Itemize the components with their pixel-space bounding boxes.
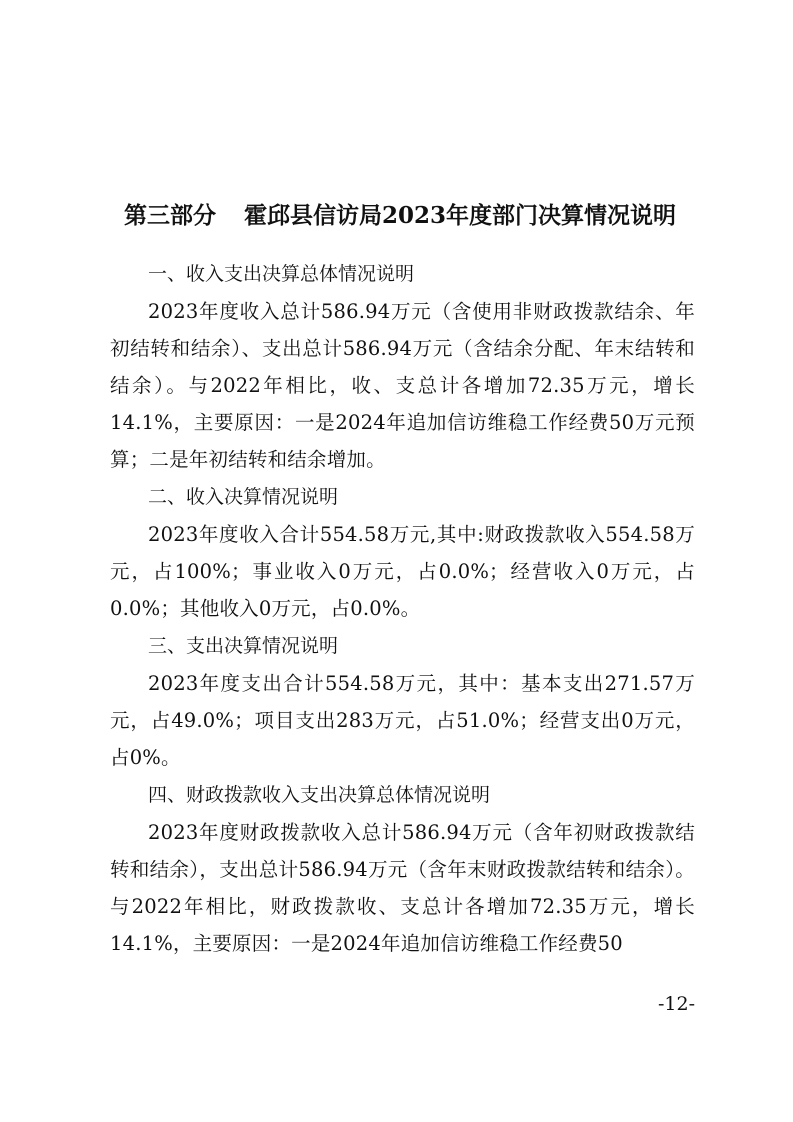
section-paragraph: 2023年度财政拨款收入总计586.94万元（含年初财政拨款结转和结余），支出总计586.94万元（含年末财政拨款结转和结余）。与2022年相比，财政拨款收、支总计各增加72.35万元，增长14.1%，主要原因：一是2024年追加信访维稳工作经费50 — [110, 821, 695, 955]
document-body — [110, 256, 695, 962]
page-number: -12- — [657, 993, 695, 1015]
section-income-expenditure-overview — [110, 256, 695, 478]
section-heading: 三、支出决算情况说明 — [148, 635, 339, 657]
section-paragraph: 2023年度支出合计554.58万元，其中：基本支出271.57万元，占49.0%；项目支出283万元，占51.0%；经营支出0万元，占0%。 — [110, 672, 695, 769]
section-paragraph: 2023年度收入总计586.94万元（含使用非财政拨款结余、年初结转和结余）、支出总计586.94万元（含结余分配、年末结转和结余）。与2022年相比，收、支总计各增加72.35万元，增长14.1%，主要原因：一是2024年追加信访维稳工作经费50万元预算；二是年初结转和结余增加。 — [110, 300, 695, 471]
section-paragraph: 2023年度收入合计554.58万元,其中:财政拨款收入554.58万元，占100%；事业收入0万元，占0.0%；经营收入0万元，占0.0%；其他收入0万元，占0.0%。 — [110, 523, 695, 620]
section-heading: 四、财政拨款收入支出决算总体情况说明 — [148, 784, 491, 806]
page-title — [100, 198, 700, 234]
section-fiscal-appropriation-overview — [110, 777, 695, 962]
section-heading: 二、收入决算情况说明 — [148, 486, 339, 508]
title-part: 第三部分 — [123, 202, 216, 229]
section-heading: 一、收入支出决算总体情况说明 — [148, 263, 415, 285]
section-income — [110, 479, 695, 627]
section-expenditure — [110, 628, 695, 776]
title-main: 霍邱县信访局2023年度部门决算情况说明 — [243, 202, 676, 229]
